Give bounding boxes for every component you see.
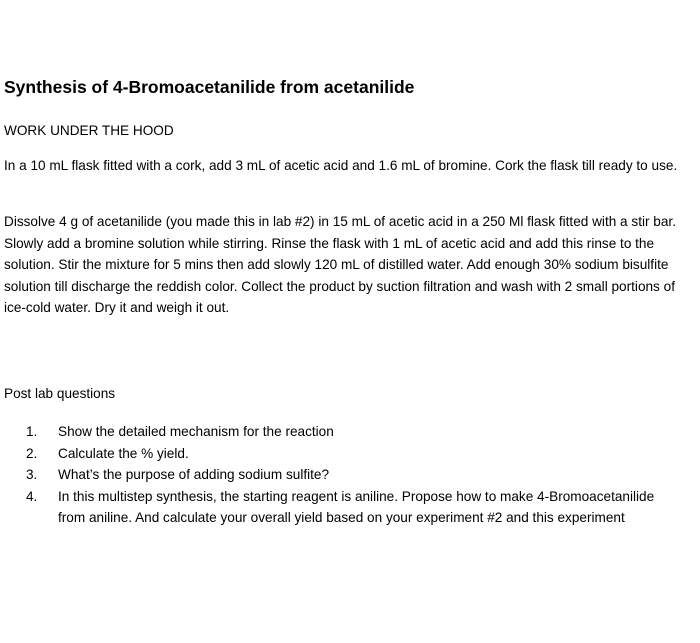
list-item — [26, 464, 676, 486]
list-item — [26, 443, 676, 465]
post-lab-heading: Post lab questions — [4, 386, 116, 401]
question-number: 3. — [26, 467, 38, 482]
procedure-paragraph-1: In a 10 mL flask fitted with a cork, add 3 mL of acetic acid and 1.6 mL of bromine. Cork the flask till ready to use. — [4, 158, 678, 173]
document-title: Synthesis of 4-Bromoacetanilide from acetanilide — [4, 77, 415, 97]
post-lab-question-list — [26, 421, 676, 529]
procedure-paragraph-2: Dissolve 4 g of acetanilide (you made this in lab #2) in 15 mL of acetic acid in a 250 Ml flask fitted with a stir bar. Slowly add a bromine solution while stirring. Rinse the flask with 1 mL of acetic acid and add this rinse to the solution. Stir the mixture for 5 mins then add slowly 120 mL of distilled water. Add enough 30% sodium bisulfite solution till discharge the reddish color. Collect the product by suction filtration and wash with 2 small portions of ice-cold water. Dry it and weigh it out. — [4, 214, 676, 315]
safety-warning: WORK UNDER THE HOOD — [4, 123, 174, 138]
question-text: In this multistep synthesis, the starting reagent is aniline. Propose how to make 4-Bromoacetanilide from aniline. And calculate your overall yield based on your experiment #2 and this experiment — [58, 488, 655, 525]
list-item — [26, 421, 676, 443]
list-item — [26, 486, 676, 529]
question-text: What’s the purpose of adding sodium sulfite? — [58, 467, 330, 482]
question-text: Calculate the % yield. — [58, 445, 189, 461]
question-number: 4. — [26, 488, 38, 504]
question-number: 2. — [26, 445, 38, 461]
question-number: 1. — [26, 424, 38, 439]
question-text: Show the detailed mechanism for the reaction — [58, 424, 334, 439]
